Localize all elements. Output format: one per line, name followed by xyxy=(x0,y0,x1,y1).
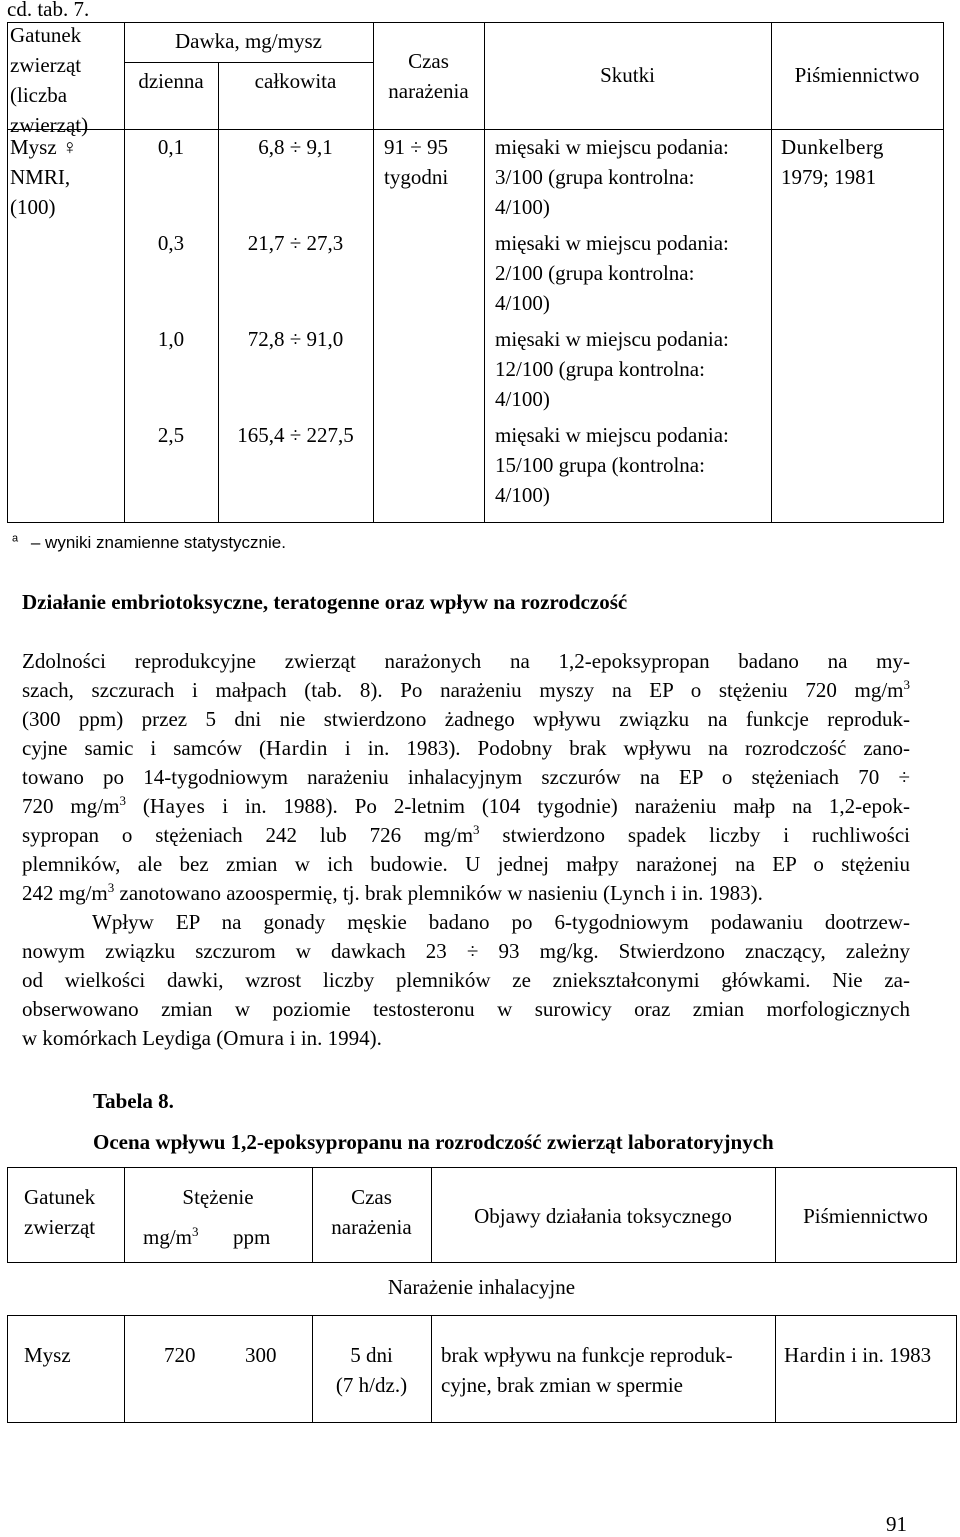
t8-header-concentration: Stężenie xyxy=(182,1185,254,1209)
header-effects: Skutki xyxy=(600,63,655,87)
t8-row-species: Mysz xyxy=(24,1343,71,1367)
t8-header-effects: Objawy działania toksycznego xyxy=(474,1204,732,1228)
table-row-daily: 2,5 xyxy=(157,423,185,447)
t8-header-literature: Piśmiennictwo xyxy=(803,1204,928,1228)
table-row-effects: mięsaki w miejscu podania: 3/100 (grupa kontrolna: 4/100) xyxy=(495,135,729,219)
table-row-total: 21,7 ÷ 27,3 xyxy=(247,231,344,255)
t8-header-exposure: Czas narażenia xyxy=(331,1185,412,1239)
t8-header-mgm3: $mg/m^3$ xyxy=(143,1224,199,1249)
t8-row-ppm: 300 xyxy=(245,1343,277,1367)
section-heading: Działanie embriotoksyczne, teratogenne oraz wpływ na rozrodczość xyxy=(22,590,628,614)
table-8-label: Tabela 8. xyxy=(93,1089,174,1113)
header-dose-total: całkowita xyxy=(254,69,337,93)
paragraph-2: Wpływ EP na gonady męskie badano po 6-tygodniowym podawaniu dootrzew- nowym związku szczurom w dawkach 23 ÷ 93 mg/kg. Stwierdzono znaczący, zależny od wielkości dawki, wzrost liczby plemników ze zniekształconymi główkami. Nie za- obserwowano zmian w poziomie testosteronu w surowicy oraz zmian morfologicznych w komórkach Leydiga (Omura i in. 1994). xyxy=(22,910,910,1050)
t8-section-inhalation: Narażenie inhalacyjne xyxy=(387,1275,576,1299)
table-row-daily: 1,0 xyxy=(157,327,185,351)
table-row-effects: mięsaki w miejscu podania: 2/100 (grupa kontrolna: 4/100) xyxy=(495,231,729,315)
header-literature: Piśmiennictwo xyxy=(794,63,920,87)
paragraph-1: Zdolności reprodukcyjne zwierząt narażonych na 1,2-epoksypropan badano na my- szach, szczurach i małpach (tab. 8). Po narażeniu myszy na EP o stężeniu 720 $mg/m^3$ (300 ppm) przez 5 dni nie stwierdzono żadnego wpływu związku na funkcje reproduk- cyjne samic i samców (Hardin i in. 1983). Podobny brak wpływu na rozrodczość zano- towano po 14-tygodniowym narażeniu inhalacyjnym szczurów na EP o stężeniach 70 ÷ 720 $mg/m^3$ (Hayes i in. 1988). Po 2-letnim (104 tygodnie) narażeniu małp na 1,2-epok- sypropan o stężeniach 242 lub 726 $mg/m^3$ stwierdzono spadek liczby i ruchliwości plemników, ale bez zmian w ich budowie. U jednej małpy narażonej na EP o stężeniu 242 $mg/m^3$ zanotowano azoospermię, tj. brak plemników w nasieniu (Lynch i in. 1983). xyxy=(22,649,910,905)
header-dose-daily: dzienna xyxy=(138,69,204,93)
t8-row-time: 5 dni (7 h/dz.) xyxy=(335,1343,408,1397)
table-footnote xyxy=(12,532,286,554)
literature-cell: Dunkelberg 1979; 1981 xyxy=(781,135,884,189)
table-row-total: 72,8 ÷ 91,0 xyxy=(247,327,344,351)
t8-header-species: Gatunek zwierząt xyxy=(24,1185,96,1239)
header-exposure: Czas narażenia xyxy=(388,49,469,103)
header-dose: Dawka, mg/mysz xyxy=(175,29,322,53)
header-species: Gatunek zwierząt (liczba zwierząt) xyxy=(10,23,89,137)
continued-table-label: cd. tab. 7. xyxy=(7,0,90,21)
table-row-effects: mięsaki w miejscu podania: 12/100 (grupa kontrolna: 4/100) xyxy=(495,327,729,411)
table-row-effects: mięsaki w miejscu podania: 15/100 grupa (kontrolna: 4/100) xyxy=(495,423,729,507)
t8-header-ppm: ppm xyxy=(233,1225,271,1249)
t8-row-mgm3: 720 xyxy=(164,1343,196,1367)
page-number: 91 xyxy=(886,1512,907,1536)
species-cell: Mysz ♀ NMRI, (100) xyxy=(10,135,78,219)
exposure-cell: 91 ÷ 95 tygodni xyxy=(384,135,449,189)
footnote-text: – wyniki znamienne statystycznie. xyxy=(30,533,286,552)
table-8-title: Ocena wpływu 1,2-epoksypropanu na rozrodczość zwierząt laboratoryjnych xyxy=(93,1130,774,1154)
t8-row-effects: brak wpływu na funkcje reproduk- cyjne, brak zmian w spermie xyxy=(441,1343,733,1397)
table-row-total: 165,4 ÷ 227,5 xyxy=(237,423,354,447)
footnote-mark: a xyxy=(12,532,19,545)
table-row-total: 6,8 ÷ 9,1 xyxy=(258,135,333,159)
table-row-daily: 0,1 xyxy=(157,135,185,159)
table-row-daily: 0,3 xyxy=(157,231,185,255)
t8-row-literature: Hardin i in. 1983 xyxy=(784,1343,932,1367)
